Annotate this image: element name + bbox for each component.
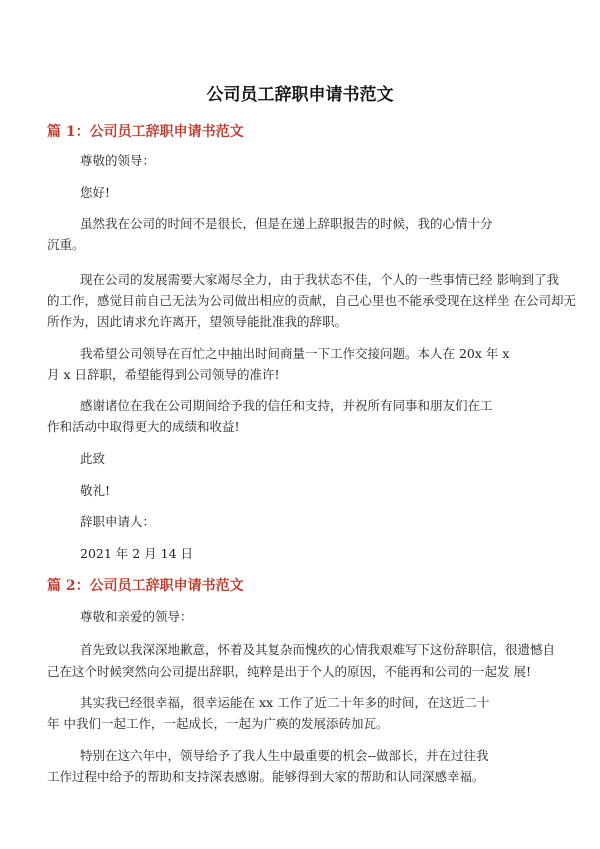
paragraph-line: 作和活动中取得更大的成绩和收益!	[47, 419, 240, 434]
paragraph-line: 虽然我在公司的时间不是很长，但是在递上辞职报告的时候，我的心情十分	[80, 216, 493, 231]
paragraph-line: 沉重。	[47, 237, 85, 252]
paragraph-line: 现在公司的发展需要大家竭尽全力，由于我状态不佳，个人的一些事情已经 影响到了我	[80, 272, 559, 287]
document-title: 公司员工辞职申请书范文	[206, 85, 394, 105]
paragraph-line: 其实我已经很幸福，很幸运能在 xx 工作了近二十年多的时间，在这近二十	[80, 695, 490, 710]
date-line: 2021 年 2 月 14 日	[80, 546, 194, 561]
paragraph-line: 己在这个时候突然向公司提出辞职，纯粹是出于个人的原因，不能再和公司的一起发 展!	[47, 664, 531, 679]
paragraph-line: 所作为，因此请求允许离开，望领导能批准我的辞职。	[47, 314, 348, 329]
paragraph-line: 我希望公司领导在百忙之中抽出时间商量一下工作交接问题。本人在 20x 年 x	[80, 346, 510, 361]
section-1-heading: 篇 1：公司员工辞职申请书范文	[47, 124, 244, 140]
signature-line: 辞职申请人：	[80, 514, 156, 529]
paragraph-line: 年 中我们一起工作，一起成长，一起为广痪的发展添砖加瓦。	[47, 716, 389, 731]
paragraph-line: 工作过程中给予的帮助和支持深表感谢。能够得到大家的帮助和认同深感幸福。	[47, 769, 485, 784]
salutation: 尊敬的领导：	[80, 153, 156, 168]
salutation: 尊敬和亲爱的领导：	[80, 609, 193, 624]
closing-line: 敬礼!	[80, 483, 111, 498]
paragraph-line: 的工作，感觉目前自己无法为公司做出相应的贡献，自己心里也不能承受现在这样坐 在公司却无	[47, 293, 576, 308]
paragraph-line: 特别在这六年中，领导给予了我人生中最重要的机会--做部长，并在过往我	[80, 748, 489, 763]
paragraph-line: 感谢诸位在我在公司期间给予我的信任和支持，并祝所有同事和朋友们在工	[80, 398, 493, 413]
closing-line: 此致	[80, 451, 106, 466]
greeting: 您好!	[80, 185, 111, 200]
paragraph-line: 月 x 日辞职，希望能得到公司领导的准许!	[47, 367, 280, 382]
paragraph-line: 首先致以我深深地歉意，怀着及其复杂而愧疚的心情我艰难写下这份辞职信，很遗憾自	[80, 642, 556, 657]
section-2-heading: 篇 2：公司员工辞职申请书范文	[47, 578, 244, 594]
